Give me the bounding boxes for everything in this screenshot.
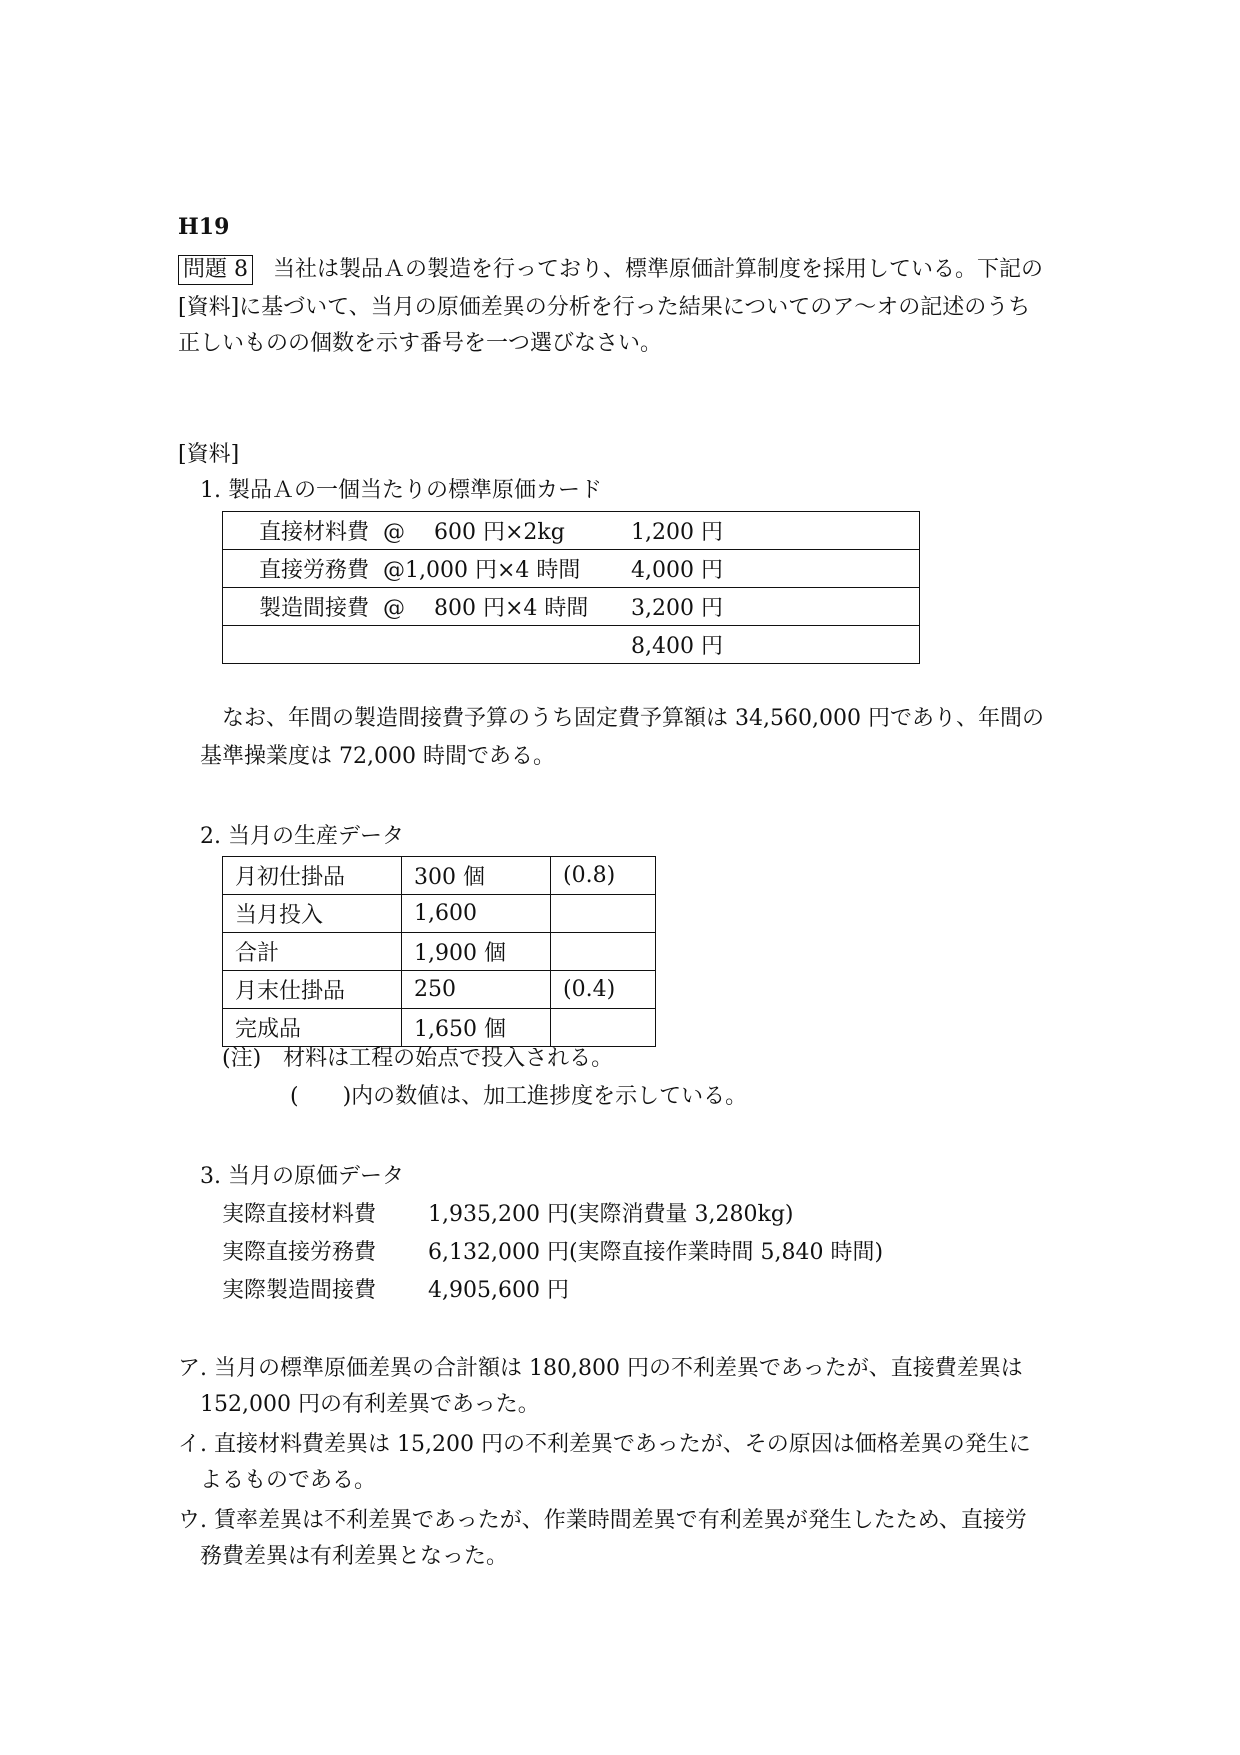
fixed-budget-note-1: なお、年間の製造間接費予算のうち固定費予算額は 34,560,000 円であり、年間の <box>222 706 1044 731</box>
cost-value: 1,935,200 円(実際消費量 3,280kg) <box>428 1202 794 1227</box>
card-item-amount: 4,000 円 <box>631 558 723 583</box>
card-item-name: 直接労務費 <box>259 558 370 583</box>
production-progress: (0.4) <box>551 971 656 1009</box>
production-progress <box>551 895 656 933</box>
cost-value: 4,905,600 円 <box>428 1278 569 1303</box>
statement-u-line-1: ウ. 賃率差異は不利差異であったが、作業時間差異で有利差異が発生したため、直接労 <box>178 1508 1027 1533</box>
production-label: 月末仕掛品 <box>223 971 402 1009</box>
materials-heading: [資料] <box>178 442 240 467</box>
table-row <box>223 1009 656 1047</box>
card-row <box>223 588 920 626</box>
table-row <box>223 857 656 895</box>
production-note-1: (注) 材料は工程の始点で投入される。 <box>222 1046 614 1071</box>
card-item-name: 製造間接費 <box>259 596 370 621</box>
card-row <box>223 512 920 550</box>
section3-title: 3. 当月の原価データ <box>200 1164 404 1189</box>
table-row <box>223 895 656 933</box>
card-total-row <box>223 626 920 664</box>
production-label: 当月投入 <box>223 895 402 933</box>
production-quantity: 250 <box>402 971 551 1009</box>
question-number: 問題 8 <box>178 255 253 285</box>
question-text-1: 当社は製品Ａの製造を行っており、標準原価計算制度を採用している。下記の <box>273 257 1044 282</box>
card-item-amount: 3,200 円 <box>631 596 723 621</box>
question-line-1 <box>178 252 1043 285</box>
section2-title: 2. 当月の生産データ <box>200 824 404 849</box>
statement-i-line-1: イ. 直接材料費差異は 15,200 円の不利差異であったが、その原因は価格差異の発生に <box>178 1432 1031 1457</box>
production-data-table <box>222 856 656 1047</box>
production-quantity: 300 個 <box>402 857 551 895</box>
production-label: 完成品 <box>223 1009 402 1047</box>
production-progress <box>551 933 656 971</box>
section1-title: 1. 製品Ａの一個当たりの標準原価カード <box>200 478 602 503</box>
production-progress: (0.8) <box>551 857 656 895</box>
cost-value: 6,132,000 円(実際直接作業時間 5,840 時間) <box>428 1240 884 1265</box>
table-row <box>223 971 656 1009</box>
statement-a-line-1: ア. 当月の標準原価差異の合計額は 180,800 円の不利差異であったが、直接費差異は <box>178 1356 1023 1381</box>
question-line-3: 正しいものの個数を示す番号を一つ選びなさい。 <box>178 331 663 356</box>
question-line-2: [資料]に基づいて、当月の原価差異の分析を行った結果についてのア～オの記述のうち <box>178 295 1031 320</box>
year-label: H19 <box>178 214 230 240</box>
card-row <box>223 550 920 588</box>
cost-label: 実際直接労務費 <box>222 1240 377 1265</box>
cost-row <box>222 1276 569 1306</box>
production-note-2: ( )内の数値は、加工進捗度を示している。 <box>290 1084 748 1109</box>
card-item-rate: @ 800 円×4 時間 <box>383 596 589 621</box>
production-label: 月初仕掛品 <box>223 857 402 895</box>
card-item-rate: @1,000 円×4 時間 <box>383 558 581 583</box>
card-item-name: 直接材料費 <box>259 520 370 545</box>
cost-row <box>222 1238 883 1268</box>
production-quantity: 1,600 <box>402 895 551 933</box>
cost-label: 実際製造間接費 <box>222 1278 377 1303</box>
cost-row <box>222 1200 794 1230</box>
card-item-amount: 1,200 円 <box>631 520 723 545</box>
card-total-amount: 8,400 円 <box>631 634 723 659</box>
statement-i-line-2: よるものである。 <box>200 1468 377 1493</box>
cost-label: 実際直接材料費 <box>222 1202 377 1227</box>
fixed-budget-note-2: 基準操業度は 72,000 時間である。 <box>200 744 555 769</box>
production-quantity: 1,650 個 <box>402 1009 551 1047</box>
statement-a-line-2: 152,000 円の有利差異であった。 <box>200 1392 540 1417</box>
table-row <box>223 933 656 971</box>
production-label: 合計 <box>223 933 402 971</box>
card-item-rate: @ 600 円×2kg <box>383 520 565 545</box>
standard-cost-card <box>222 511 920 664</box>
statement-u-line-2: 務費差異は有利差異となった。 <box>200 1544 509 1569</box>
production-progress <box>551 1009 656 1047</box>
production-quantity: 1,900 個 <box>402 933 551 971</box>
